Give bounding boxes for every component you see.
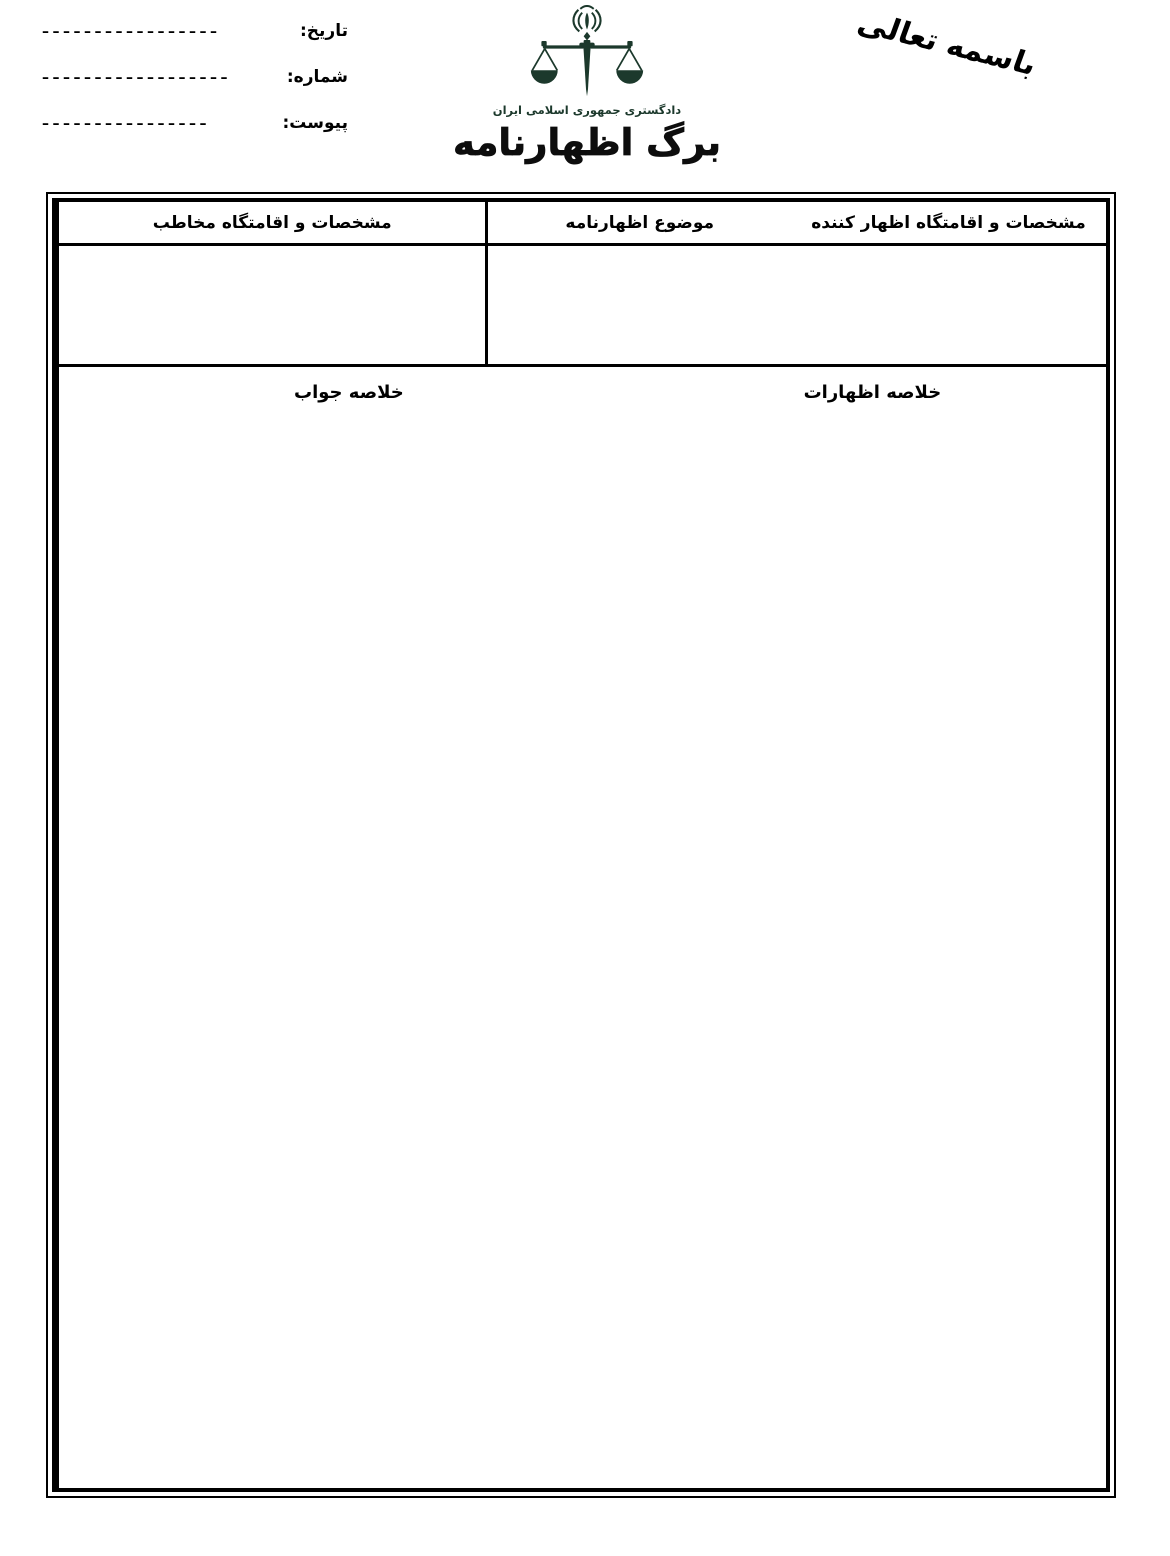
statements-summary-header: خلاصه اظهارات: [803, 382, 942, 403]
declaration-table-inner: [52, 198, 1110, 1492]
addressee-info-cell: [56, 246, 485, 367]
declarant-info-cell: [791, 246, 1106, 367]
declarant-info-header: مشخصات و اقامتگاه اظهار کننده: [811, 212, 1086, 233]
attachment-blank-line: ––––––––––––––––: [42, 116, 210, 132]
number-blank-line: ––––––––––––––––––: [42, 70, 231, 86]
table-bottom-section: [56, 367, 1106, 1488]
addressee-info-header: مشخصات و اقامتگاه مخاطب: [152, 212, 392, 233]
number-label: شماره:: [286, 67, 348, 87]
number-field: [42, 64, 348, 90]
declaration-table: [46, 192, 1116, 1498]
subject-header: موضوع اظهارنامه: [565, 212, 715, 233]
attachment-field: [42, 110, 348, 136]
date-blank-line: –––––––––––––––––: [42, 24, 221, 40]
declarant-info-header-cell: [791, 202, 1106, 246]
statements-summary-cell: [639, 367, 1106, 1488]
reply-summary-cell: [56, 367, 639, 1488]
org-name: دادگستری جمهوری اسلامی ایران: [492, 103, 682, 117]
meta-fields: [42, 18, 348, 156]
header-center: [420, 5, 754, 164]
subject-cell: [485, 246, 791, 367]
attachment-label: پیوست:: [282, 113, 348, 133]
table-top-section: [56, 202, 1106, 367]
scales-of-justice-icon: [521, 5, 653, 101]
date-label: تاریخ:: [300, 21, 348, 41]
reply-summary-header: خلاصه جواب: [294, 382, 404, 403]
bismillah-calligraphy: باسمه تعالی: [852, 5, 1042, 83]
subject-header-cell: [485, 202, 791, 246]
date-field: [42, 18, 348, 44]
form-title: برگ اظهارنامه: [453, 121, 721, 164]
addressee-info-header-cell: [56, 202, 485, 246]
